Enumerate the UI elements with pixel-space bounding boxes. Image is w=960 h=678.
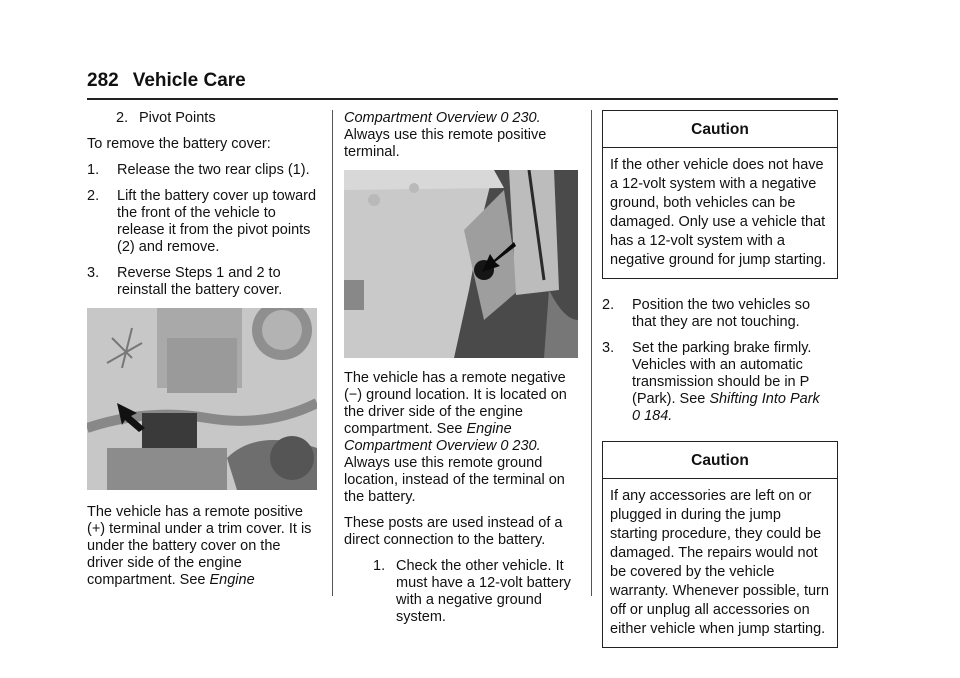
engine-link[interactable]: Engine [209, 572, 255, 588]
column-3 [602, 110, 838, 666]
list-item: 1. Check the other vehicle. It must have a 12-volt battery with a negative ground system. [373, 558, 571, 625]
column-2 [344, 110, 580, 635]
shifting-into-park-link[interactable]: Shifting Into Park [709, 391, 820, 407]
para-negative-ground: The vehicle has a remote negative (−) ground location. It is located on the driver side of the engine compartment. See Engine Compartment Overview 0 230. Always use this remote ground location, instead of the terminal on the battery. [344, 370, 567, 505]
page-header [87, 70, 246, 92]
battery-cover-photo [87, 308, 317, 490]
page-number: 282 [87, 70, 119, 91]
para-positive-terminal: The vehicle has a remote positive (+) terminal under a trim cover. It is under the battery cover on the driver side of the engine compartment. See Engine [87, 504, 312, 588]
ground-location-photo [344, 170, 578, 358]
list-item: 2. Position the two vehicles so that they are not touching. [602, 297, 811, 330]
para-continued: Compartment Overview 0 230. Always use this remote positive terminal. [344, 110, 547, 160]
engine-compartment-overview-link[interactable]: Engine Compartment Overview [344, 421, 512, 454]
list-item: 1. Release the two rear clips (1). [87, 162, 310, 178]
compartment-overview-link[interactable]: Compartment Overview [344, 110, 497, 126]
caution-box [602, 110, 838, 279]
section-title: Vehicle Care [132, 70, 246, 91]
list-item: 3. Set the parking brake firmly. Vehicles with an automatic transmission should be in P (Park). See Shifting Into Park 0 184. [602, 340, 820, 424]
caution-box [602, 441, 838, 648]
header-rule [87, 98, 838, 100]
column-1 [87, 110, 319, 598]
caution-body: If the other vehicle does not have a 12-volt system with a negative ground, both vehicles can be damaged. Only use a vehicle that has a 12-volt system with a negative ground for jump starting. [610, 157, 827, 268]
column-divider [591, 110, 592, 596]
intro-text: To remove the battery cover: [87, 136, 271, 152]
list-item: 2. Lift the battery cover up toward the front of the vehicle to release it from the pivot points (2) and remove. [87, 188, 317, 255]
caution-title: Caution [603, 442, 837, 479]
list-item: 3. Reverse Steps 1 and 2 to reinstall the battery cover. [87, 265, 283, 298]
column-divider [332, 110, 333, 596]
para-posts: These posts are used instead of a direct connection to the battery. [344, 515, 563, 548]
caution-title: Caution [603, 111, 837, 148]
caution-body: If any accessories are left on or plugged in during the jump starting procedure, they could be damaged. The repairs would not be covered by the vehicle warranty. Whenever possible, turn off or unplug all accessories on either vehicle when jump starting. [610, 488, 829, 637]
list-item: 2. Pivot Points [116, 110, 216, 126]
